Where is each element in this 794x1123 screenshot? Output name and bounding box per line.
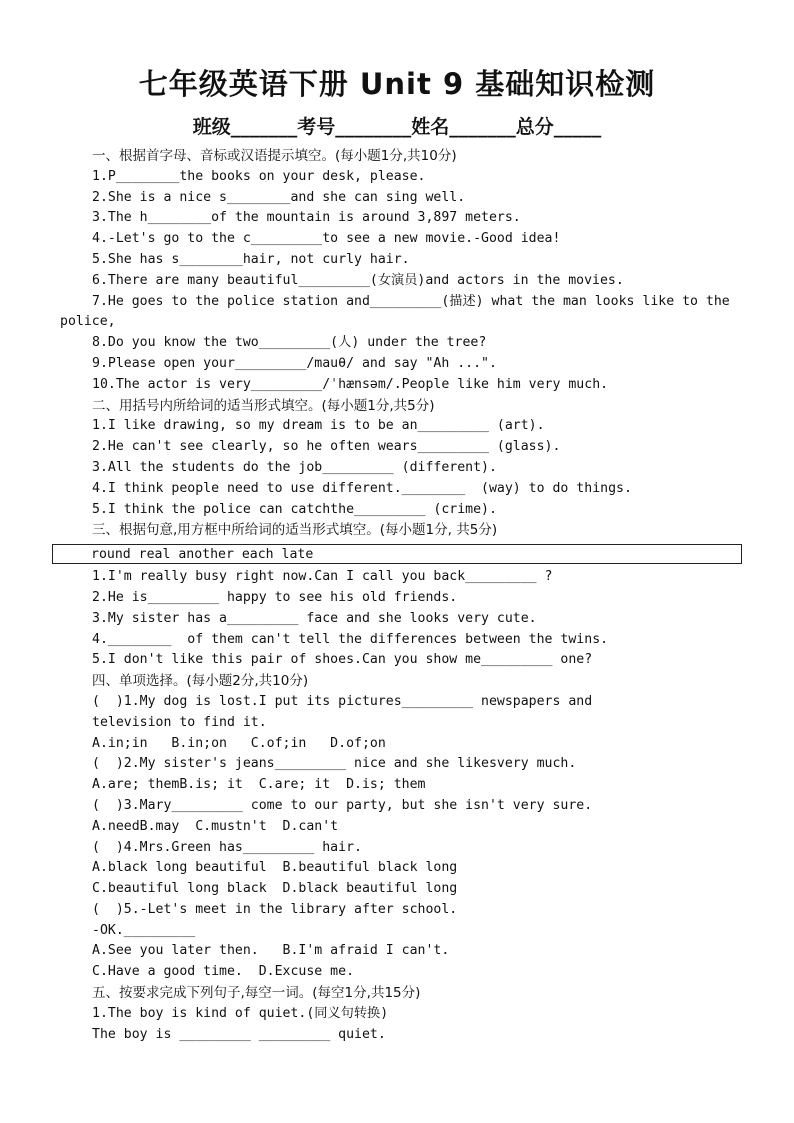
question-line: 1.I like drawing, so my dream is to be an_________ (art).	[92, 418, 545, 434]
worksheet-title: 七年级英语下册 Unit 9 基础知识检测	[138, 67, 656, 101]
question-line: ( )1.My dog is lost.I put its pictures_________ newspapers and	[92, 693, 593, 709]
question-line: 4.I think people need to use different.________ (way) to do things.	[92, 480, 632, 496]
question-line: A.in;in B.in;on C.of;in D.of;on	[92, 735, 386, 751]
question-line: The boy is _________ _________ quiet.	[92, 1026, 386, 1042]
word-bank-box: round real another each late	[52, 544, 742, 564]
question-line: -OK._________	[92, 922, 196, 938]
question-line: C.beautiful long black D.black beautiful long	[92, 881, 458, 897]
question-line: ( )5.-Let's meet in the library after school.	[92, 901, 458, 917]
section-heading: 五、按要求完成下列句子,每空一词。(每空1分,共15分)	[92, 985, 421, 1002]
question-line: C.Have a good time. D.Excuse me.	[92, 964, 355, 980]
question-line: 1.P________the books on your desk, please.	[92, 168, 426, 184]
question-line: ( )3.Mary_________ come to our party, but she isn't very sure.	[92, 797, 593, 813]
question-line: ( )2.My sister's jeans_________ nice and she likesvery much.	[92, 756, 577, 772]
question-line: A.black long beautiful B.beautiful black long	[92, 860, 458, 876]
section-heading: 四、单项选择。(每小题2分,共10分)	[92, 673, 309, 690]
question-line: 5.I think the police can catchthe_________ (crime).	[92, 501, 497, 517]
question-line: 10.The actor is very_________/ˈhænsəm/.People like him very much.	[92, 376, 609, 392]
worksheet-body	[0, 146, 794, 1045]
question-line: police,	[60, 314, 116, 330]
question-line: 5.She has s________hair, not curly hair.	[92, 251, 410, 267]
question-line: 6.There are many beautiful_________(女演员)and actors in the movies.	[92, 272, 624, 288]
question-line: 1.I'm really busy right now.Can I call you back_________ ?	[92, 569, 553, 585]
question-line: 5.I don't like this pair of shoes.Can you show me_________ one?	[92, 652, 593, 668]
question-line: 2.She is a nice s________and she can sing well.	[92, 189, 466, 205]
question-line: 4.-Let's go to the c_________to see a new movie.-Good idea!	[92, 231, 561, 247]
question-line: ( )4.Mrs.Green has_________ hair.	[92, 839, 362, 855]
question-line: 9.Please open your_________/mauθ/ and say "Ah ...".	[92, 355, 497, 371]
question-line: 2.He can't see clearly, so he often wears_________ (glass).	[92, 439, 561, 455]
question-line: 1.The boy is kind of quiet.(同义句转换)	[92, 1005, 389, 1021]
question-line: 3.All the students do the job_________ (different).	[92, 459, 497, 475]
section-heading: 一、根据首字母、音标或汉语提示填空。(每小题1分,共10分)	[92, 148, 457, 164]
student-info-line: 班级_______考号________姓名_______总分_____	[192, 116, 602, 138]
question-line: 7.He goes to the police station and_________(描述) what the man looks like to the	[92, 293, 730, 309]
question-line: 8.Do you know the two_________(人) under the tree?	[92, 335, 487, 351]
question-line: A.needB.may C.mustn't D.can't	[92, 818, 339, 834]
section-heading: 二、用括号内所给词的适当形式填空。(每小题1分,共5分)	[92, 397, 435, 414]
question-line: A.See you later then. B.I'm afraid I can't.	[92, 943, 450, 959]
section-heading: 三、根据句意,用方框中所给词的适当形式填空。(每小题1分, 共5分)	[92, 522, 498, 539]
question-line: 4.________ of them can't tell the differences between the twins.	[92, 631, 609, 647]
question-line: television to find it.	[92, 714, 267, 730]
question-line: A.are; themB.is; it C.are; it D.is; them	[92, 777, 426, 793]
question-line: 3.My sister has a_________ face and she looks very cute.	[92, 610, 537, 626]
question-line: 3.The h________of the mountain is around 3,897 meters.	[92, 210, 521, 226]
question-line: 2.He is_________ happy to see his old friends.	[92, 589, 458, 605]
